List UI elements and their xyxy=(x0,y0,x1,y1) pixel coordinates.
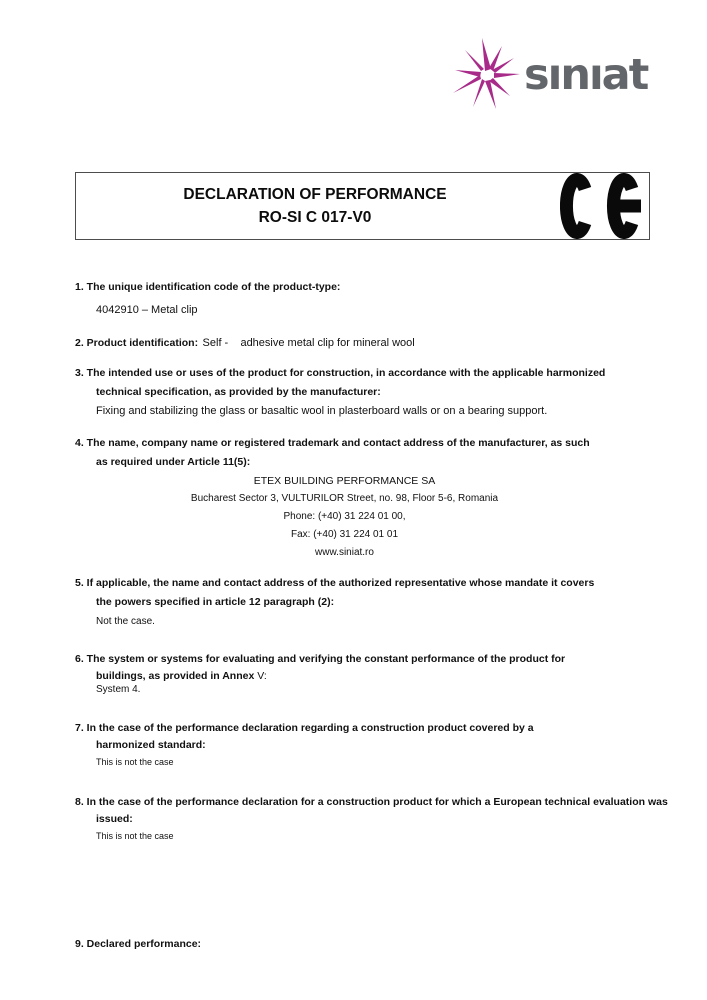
item-8-value: This is not the case xyxy=(96,831,174,841)
item-6-value: System 4. xyxy=(96,684,141,695)
item-3-value: Fixing and stabilizing the glass or basaltic wool in plasterboard walls or on a bearing support. xyxy=(96,405,548,417)
item-5-value: Not the case. xyxy=(96,616,155,627)
item-3-header-line-1: 3. The intended use or uses of the product for construction, in accordance with the applicable harmonized xyxy=(75,367,606,379)
item-7-header-line-1: 7. In the case of the performance declaration regarding a construction product covered by a xyxy=(75,722,534,734)
item-1 xyxy=(75,278,671,320)
item-3-header-line-2: technical specification, as provided by the manufacturer: xyxy=(96,386,381,398)
item-6-header-line-2-bold: buildings, as provided in Annex xyxy=(96,670,255,682)
manufacturer-contact-block xyxy=(75,472,614,562)
document-code: RO-SI C 017-V0 xyxy=(258,208,372,226)
document-title: DECLARATION OF PERFORMANCE xyxy=(183,185,447,203)
siniat-wordmark: sınıat xyxy=(524,50,648,100)
item-3 xyxy=(75,364,671,421)
siniat-star-icon xyxy=(452,38,522,110)
manufacturer-phone: Phone: (+40) 31 224 01 00, xyxy=(283,511,406,522)
declaration-title-box xyxy=(75,172,650,240)
item-6-header-line-2-regular: V: xyxy=(254,670,267,682)
item-2-header: 2. Product identification: xyxy=(75,337,199,349)
item-4 xyxy=(75,434,671,562)
item-8-header-line-1: 8. In the case of the performance declaration for a construction product for which a European technical evaluation was xyxy=(75,796,668,808)
item-2 xyxy=(75,332,671,353)
item-4-header-line-1: 4. The name, company name or registered trademark and contact address of the manufacturer, as such xyxy=(75,437,590,449)
item-5-header-line-2: the powers specified in article 12 paragraph (2): xyxy=(96,596,335,608)
item-9 xyxy=(75,935,671,954)
item-7 xyxy=(75,720,671,771)
manufacturer-fax: Fax: (+40) 31 224 01 01 xyxy=(290,529,399,540)
manufacturer-name: ETEX BUILDING PERFORMANCE SA xyxy=(253,475,436,487)
item-8-header-line-2: issued: xyxy=(96,813,133,825)
item-7-value: This is not the case xyxy=(96,757,174,767)
item-6 xyxy=(75,651,671,698)
manufacturer-website: www.siniat.ro xyxy=(315,547,374,558)
item-1-value: 4042910 – Metal clip xyxy=(96,304,198,316)
item-5 xyxy=(75,574,671,631)
manufacturer-address: Bucharest Sector 3, VULTURILOR Street, no. 98, Floor 5-6, Romania xyxy=(190,493,499,504)
item-1-header: 1. The unique identification code of the product-type: xyxy=(75,281,341,293)
item-7-header-line-2: harmonized standard: xyxy=(96,739,206,751)
ce-mark-icon xyxy=(560,173,642,239)
item-8 xyxy=(75,794,671,845)
title-text xyxy=(76,173,554,239)
item-9-header: 9. Declared performance: xyxy=(75,938,202,950)
item-2-value: Self - adhesive metal clip for mineral wool xyxy=(202,337,415,349)
item-5-header-line-1: 5. If applicable, the name and contact address of the authorized representative whose mandate it covers xyxy=(75,577,595,589)
item-4-header-line-2: as required under Article 11(5): xyxy=(96,456,251,468)
item-6-header-line-1: 6. The system or systems for evaluating and verifying the constant performance of the product for xyxy=(75,653,566,665)
